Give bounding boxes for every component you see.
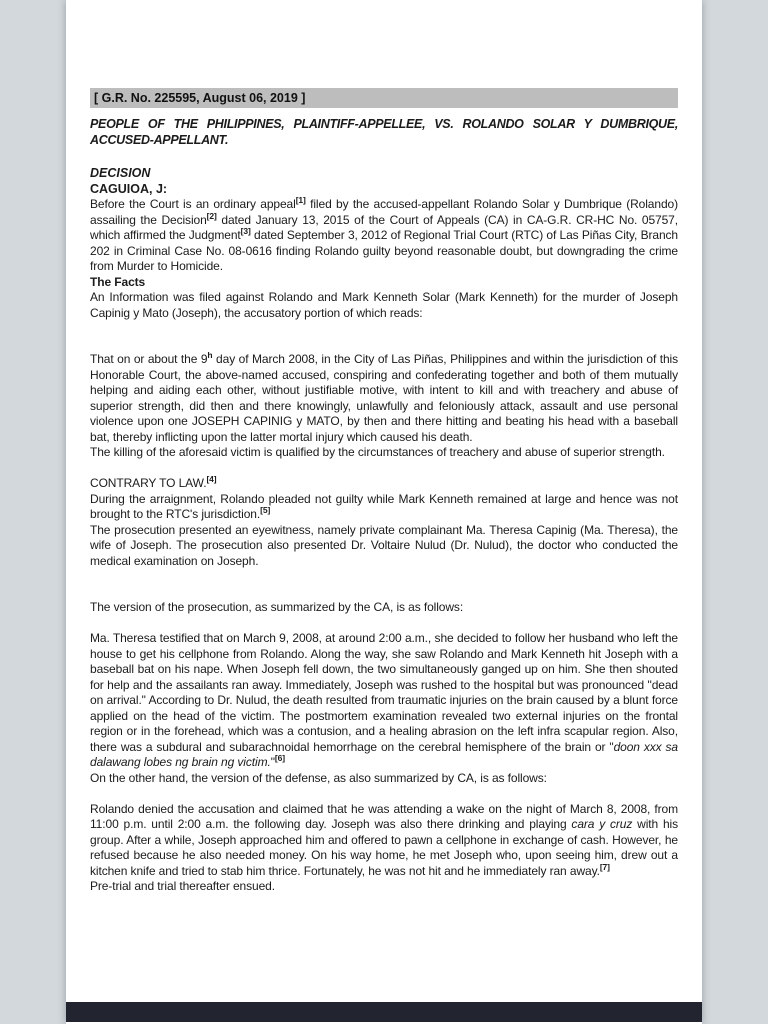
text-segment: That on or about the 9 (90, 352, 208, 366)
blank-line (90, 321, 678, 337)
text-segment: Rolando denied the accusation and claimed that he was attending a wake on the night of March 8, 2008, from 11:00 p.m. until 2:00 a.m. the following day. Joseph was also there drinking and playing (90, 801, 678, 831)
document-body (90, 197, 678, 895)
blank-line (90, 616, 678, 632)
text-segment: Pre-trial and trial thereafter ensued. (90, 879, 275, 893)
blank-line (90, 585, 678, 601)
page-content (66, 0, 702, 895)
text-segment: The killing of the aforesaid victim is qualified by the circumstances of treachery and abuse of superior strength. (90, 445, 665, 459)
text-segment: with his group. After a while, Joseph approached him and offered to pawn a cellphone in exchange of cash. However, he refused because he also needed money. On his way home, he met Joseph who, upon seeing him, drew out a kitchen knife and tried to stab him thrice. Fortunately, he was not hit and he immediately ran away. (90, 817, 678, 878)
opening-paragraph (90, 197, 678, 275)
the-facts-heading (90, 275, 678, 291)
contrary-to-law (90, 476, 678, 492)
defense-version-intro (90, 771, 678, 787)
prosecution-version (90, 631, 678, 771)
text-segment: During the arraignment, Rolando pleaded not guilty while Mark Kenneth remained at large and hence was not brought to the RTC's jurisdiction. (90, 491, 678, 521)
text-segment: dated January 13, 2015 of the Court of Appeals (CA) in CA-G.R. CR-HC No. 05757, which affirmed the Judgment (90, 212, 678, 242)
decision-heading: DECISION (90, 166, 151, 180)
text-segment: [3] (240, 226, 251, 236)
case-title: PEOPLE OF THE PHILIPPINES, PLAINTIFF-APPELLEE, VS. ROLANDO SOLAR Y DUMBRIQUE, ACCUSED-APPELLANT. (90, 117, 678, 147)
prosecution-version-intro (90, 600, 678, 616)
text-segment: The version of the prosecution, as summarized by the CA, is as follows: (90, 600, 464, 614)
text-segment: doon xxx sa dalawang lobes ng brain ng victim. (90, 739, 679, 769)
text-segment: An Information was filed against Rolando and Mark Kenneth Solar (Mark Kenneth) for the murder of Joseph Capinig y Mato (Joseph), the accusatory portion of which reads: (90, 290, 678, 320)
text-segment: [1] (295, 195, 306, 205)
gr-number-header: [ G.R. No. 225595, August 06, 2019 ] (90, 88, 678, 108)
text-segment: " (270, 755, 275, 769)
blank-line (90, 461, 678, 477)
pretrial-paragraph (90, 879, 678, 895)
document-page (66, 0, 702, 1024)
text-segment: Before the Court is an ordinary appeal (90, 197, 296, 211)
text-segment: On the other hand, the version of the defense, as also summarized by CA, is as follows: (90, 770, 547, 785)
text-segment: [2] (206, 210, 217, 221)
defense-version (90, 802, 678, 880)
text-segment: [5] (260, 505, 271, 515)
text-segment: filed by the accused-appellant Rolando Solar y Dumbrique (Rolando) assailing the Decision (90, 197, 678, 227)
blank-line (90, 786, 678, 802)
text-segment: cara y cruz (571, 817, 633, 831)
information-paragraph (90, 290, 678, 321)
text-segment: Ma. Theresa testified that on March 9, 2008, at around 2:00 a.m., she decided to follow her husband who left the house to get his cellphone from Rolando. Along the way, she saw Rolando and Mark Kenneth hit Joseph with a baseball bat on his nape. When Joseph fell down, the two simultaneously ganged up on him. She then shouted for help and the assailants ran away. Immediately, Joseph was rushed to the hospital but was pronounced "dead on arrival." According to Dr. Nulud, the death resulted from traumatic injuries on the brain caused by a blunt force applied on the head of the victim. The postmortem examination revealed two external injuries on the frontal region or in the forehead, which was a contusion, and a healing abrasion on the left infra scapular region. Also, there was a subdural and subarachnoidal hemorrhage on the cerebral hemisphere of the brain or " (90, 631, 678, 754)
text-segment: The prosecution presented an eyewitness, namely private complainant Ma. Theresa Capinig (Ma. Theresa), the wife of Joseph. The prosecution also presented Dr. Voltaire Nulud (Dr. Nulud), the doctor who conducted the medical examination on Joseph. (90, 522, 678, 568)
blank-line (90, 569, 678, 585)
text-segment: [4] (206, 474, 217, 484)
ponente-line: CAGUIOA, J: (90, 181, 168, 196)
text-segment: The Facts (90, 274, 146, 289)
arraignment-paragraph (90, 492, 678, 523)
prosecution-witnesses (90, 523, 678, 570)
text-segment: h (207, 350, 213, 360)
blank-line (90, 337, 678, 353)
text-segment: dated September 3, 2012 of Regional Trial Court (RTC) of Las Piñas City, Branch 202 in Criminal Case No. 08-0616 finding Rolando guilty beyond reasonable doubt, but downgrading the crime from Murder to Homicide. (90, 228, 678, 273)
qualifying-circumstances (90, 445, 678, 461)
text-segment: [6] (274, 753, 285, 763)
text-segment: day of March 2008, in the City of Las Piñas, Philippines and within the jurisdiction of this Honorable Court, the above-named accused, conspiring and confederating together and both of them mutually helping and aiding each other, without justifiable motive, with intent to kill and with treachery and abuse of superior strength, did then and there knowingly, unlawfully and feloniously attack, assault and use personal violence upon one JOSEPH CAPINIG y MATO, by then and there hitting and beating his head with a baseball bat, thereby inflicting upon the latter mortal injury which caused his death. (90, 352, 678, 444)
text-segment: [7] (599, 861, 610, 872)
information-quote (90, 352, 678, 445)
next-page-dark-bar (66, 1002, 702, 1022)
text-segment: CONTRARY TO LAW. (90, 476, 207, 490)
